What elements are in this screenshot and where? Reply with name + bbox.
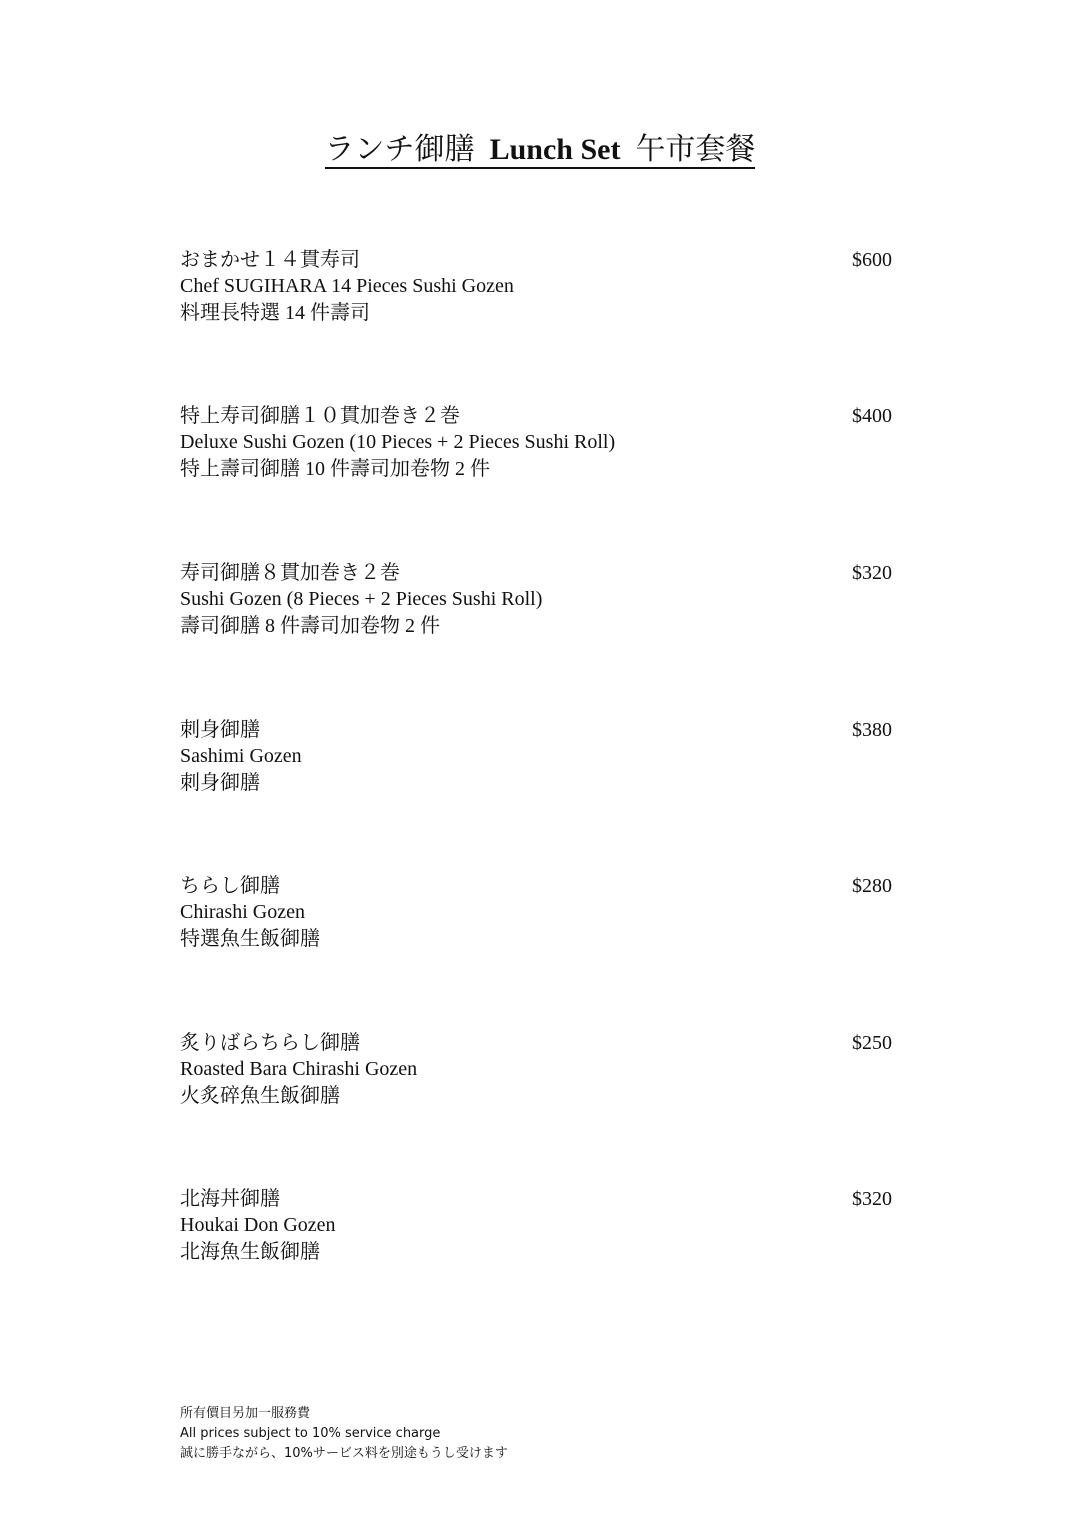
title-zh: 午市套餐 [635,133,755,169]
item-name-jp: 刺身御膳 [180,719,260,741]
item-price: $380 [852,719,892,741]
menu-item [180,717,892,801]
item-price: $400 [852,405,892,427]
item-name-zh: 特選魚生飯御膳 [180,928,320,950]
item-name-en: Chirashi Gozen [180,901,305,923]
item-name-zh: 料理長特選 14 件壽司 [180,302,370,324]
item-price: $250 [852,1032,892,1054]
menu-item [180,560,892,644]
item-price: $320 [852,1188,892,1210]
item-name-en: Sushi Gozen (8 Pieces + 2 Pieces Sushi Roll) [180,588,543,610]
footer-en: All prices subject to 10% service charge [180,1426,441,1441]
menu-item [180,403,892,487]
item-name-zh: 壽司御膳 8 件壽司加卷物 2 件 [180,615,440,637]
menu-item [180,1186,892,1270]
item-name-jp: ちらし御膳 [180,875,280,897]
item-name-en: Roasted Bara Chirashi Gozen [180,1058,418,1080]
item-name-en: Deluxe Sushi Gozen (10 Pieces + 2 Pieces Sushi Roll) [180,431,616,453]
item-name-jp: 炙りばらちらし御膳 [180,1032,360,1054]
title-en: Lunch Set [490,133,621,169]
footer-zh: 所有價目另加一服務費 [180,1406,311,1421]
item-name-zh: 北海魚生飯御膳 [180,1241,320,1263]
item-price: $600 [852,249,892,271]
menu-item [180,1030,892,1114]
service-charge-note [180,1404,508,1464]
item-name-zh: 刺身御膳 [180,772,260,794]
item-name-en: Sashimi Gozen [180,745,302,767]
title-jp: ランチ御膳 [325,133,475,169]
footer-jp: 誠に勝手ながら、10%サービス料を別途もうし受けます [180,1446,508,1461]
item-price: $320 [852,562,892,584]
item-name-jp: おまかせ１４貫寿司 [180,249,360,271]
item-name-jp: 特上寿司御膳１０貫加巻き２巻 [180,405,460,427]
page-title [0,128,1080,172]
item-name-en: Houkai Don Gozen [180,1214,336,1236]
item-name-zh: 火炙碎魚生飯御膳 [180,1085,340,1107]
item-name-en: Chef SUGIHARA 14 Pieces Sushi Gozen [180,275,514,297]
menu-item [180,873,892,957]
menu-item [180,247,892,331]
item-name-jp: 寿司御膳８貫加巻き２巻 [180,562,400,584]
item-price: $280 [852,875,892,897]
item-name-zh: 特上壽司御膳 10 件壽司加卷物 2 件 [180,458,490,480]
item-name-jp: 北海丼御膳 [180,1188,280,1210]
